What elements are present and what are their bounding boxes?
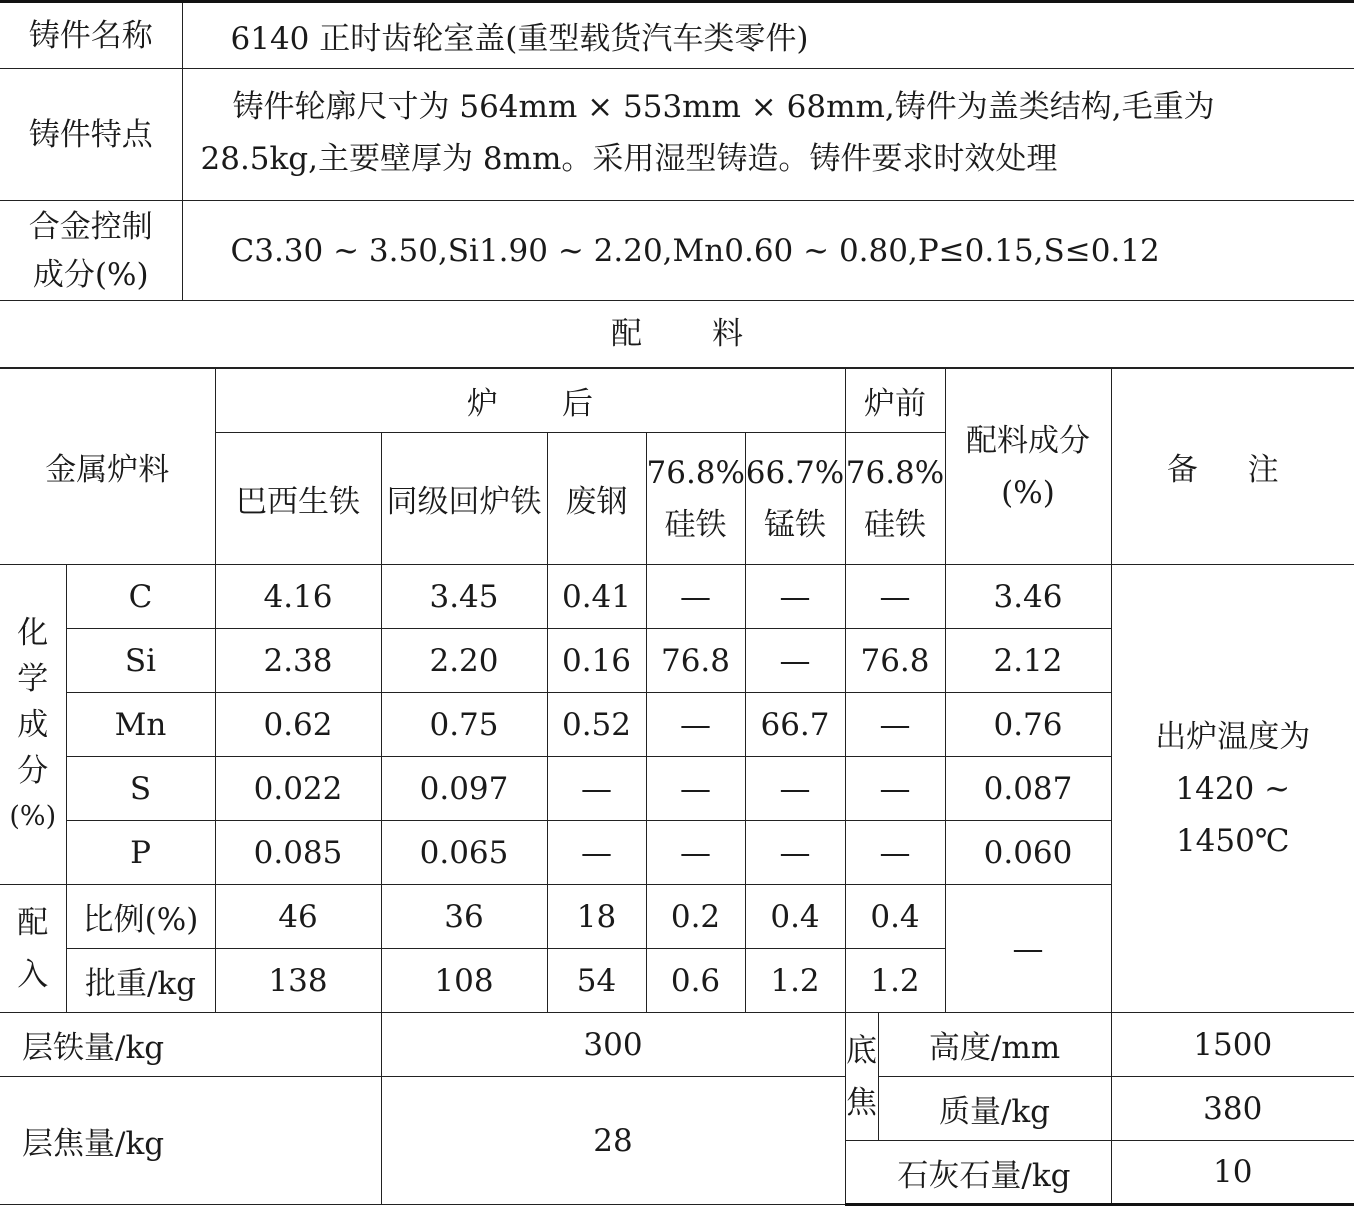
cell-value: 0.022 bbox=[215, 757, 381, 821]
remark-line: 出炉温度为 bbox=[1155, 718, 1311, 755]
cell-value: — bbox=[845, 757, 945, 821]
charge-composition-header bbox=[945, 369, 1111, 565]
remark-line: 1450℃ bbox=[1175, 822, 1290, 859]
chem-label-char: 化 bbox=[17, 614, 49, 651]
cell-value: — bbox=[646, 757, 745, 821]
cell-value: — bbox=[845, 821, 945, 885]
cell-value: 36 bbox=[381, 885, 547, 949]
casting-name-label: 铸件名称 bbox=[0, 2, 182, 69]
limestone-label: 石灰石量/kg bbox=[845, 1141, 1111, 1205]
metal-charge-header: 金属炉料 bbox=[0, 369, 215, 565]
casting-features-value: 铸件轮廓尺寸为 564mm × 553mm × 68mm,铸件为盖类结构,毛重为 28.5kg,主要壁厚为 8mm。采用湿型铸造。铸件要求时效处理 bbox=[182, 69, 1354, 201]
composition-value: 2.12 bbox=[945, 629, 1111, 693]
layer-iron-value: 300 bbox=[381, 1013, 845, 1077]
casting-name-value: 6140 正时齿轮室盖(重型载货汽车类零件) bbox=[182, 2, 1354, 69]
cell-value: 0.41 bbox=[547, 565, 646, 629]
cell-value: 0.52 bbox=[547, 693, 646, 757]
col-header-ferromanganese bbox=[745, 433, 845, 565]
charge-label-char: 配 bbox=[17, 904, 49, 941]
composition-value: 0.060 bbox=[945, 821, 1111, 885]
chem-label-char: 成 bbox=[17, 706, 49, 743]
alloy-control-label bbox=[0, 201, 182, 301]
col-header-ferrosilicon bbox=[646, 433, 745, 565]
col-header-line2: 硅铁 bbox=[664, 506, 727, 543]
cell-value: 2.38 bbox=[215, 629, 381, 693]
chem-label-char: 学 bbox=[17, 660, 49, 697]
cell-value: — bbox=[845, 565, 945, 629]
composition-value: 0.76 bbox=[945, 693, 1111, 757]
alloy-label-line2: 成分(%) bbox=[32, 256, 149, 293]
remark-line: 1420 ~ bbox=[1175, 770, 1291, 807]
after-furnace-header bbox=[215, 369, 845, 433]
cell-value: 1.2 bbox=[745, 949, 845, 1013]
cell-value: 54 bbox=[547, 949, 646, 1013]
cell-value: 0.6 bbox=[646, 949, 745, 1013]
charge-composition-line2: (%) bbox=[1001, 474, 1055, 511]
charge-group-label bbox=[0, 885, 66, 1013]
casting-features-label: 铸件特点 bbox=[0, 69, 182, 201]
cell-value: 1.2 bbox=[845, 949, 945, 1013]
element-label: C bbox=[66, 565, 215, 629]
layer-iron-label: 层铁量/kg bbox=[0, 1013, 381, 1077]
remarks-header bbox=[1111, 369, 1354, 565]
col-header-line2: 硅铁 bbox=[864, 506, 926, 543]
cell-value: — bbox=[745, 629, 845, 693]
cell-value: — bbox=[547, 821, 646, 885]
cell-value: 0.065 bbox=[381, 821, 547, 885]
charge-composition-dash: — bbox=[945, 885, 1111, 1013]
cell-value: — bbox=[646, 565, 745, 629]
bottom-coke-char: 焦 bbox=[846, 1084, 877, 1121]
after-furnace-text: 炉后 bbox=[467, 386, 657, 422]
before-furnace-header: 炉前 bbox=[845, 369, 945, 433]
cell-value: — bbox=[745, 821, 845, 885]
element-label: Mn bbox=[66, 693, 215, 757]
cell-value: 46 bbox=[215, 885, 381, 949]
charge-row-label: 批重/kg bbox=[66, 949, 215, 1013]
col-header-scrap-steel: 废钢 bbox=[547, 433, 646, 565]
col-header-line1: 66.7% bbox=[745, 454, 845, 491]
cell-value: 76.8 bbox=[646, 629, 745, 693]
cell-value: 0.16 bbox=[547, 629, 646, 693]
composition-value: 0.087 bbox=[945, 757, 1111, 821]
element-label: P bbox=[66, 821, 215, 885]
cell-value: 0.4 bbox=[845, 885, 945, 949]
cell-value: — bbox=[745, 757, 845, 821]
col-header-line1: 76.8% bbox=[646, 454, 745, 491]
chem-group-label bbox=[0, 565, 66, 885]
layer-coke-value: 28 bbox=[381, 1077, 845, 1205]
cell-value: 76.8 bbox=[845, 629, 945, 693]
cell-value: 18 bbox=[547, 885, 646, 949]
cell-value: 66.7 bbox=[745, 693, 845, 757]
cell-value: 0.62 bbox=[215, 693, 381, 757]
bottom-coke-char: 底 bbox=[846, 1032, 877, 1069]
cell-value: 4.16 bbox=[215, 565, 381, 629]
casting-info-table bbox=[0, 0, 1354, 301]
col-header-line1: 76.8% bbox=[845, 454, 945, 491]
element-label: Si bbox=[66, 629, 215, 693]
chem-label-char: 分 bbox=[17, 752, 49, 789]
cell-value: — bbox=[745, 565, 845, 629]
col-header-return-iron: 同级回炉铁 bbox=[381, 433, 547, 565]
cell-value: 3.45 bbox=[381, 565, 547, 629]
bottom-coke-mass-value: 380 bbox=[1111, 1077, 1354, 1141]
bottom-coke-height-label: 高度/mm bbox=[878, 1013, 1111, 1077]
section-title: 配料 bbox=[0, 301, 1354, 368]
chem-label-char: (%) bbox=[9, 800, 57, 832]
cell-value: 0.085 bbox=[215, 821, 381, 885]
cell-value: 138 bbox=[215, 949, 381, 1013]
bottom-coke-mass-label: 质量/kg bbox=[878, 1077, 1111, 1141]
cell-value: 0.4 bbox=[745, 885, 845, 949]
cell-value: — bbox=[646, 693, 745, 757]
charge-row-label: 比例(%) bbox=[66, 885, 215, 949]
cell-value: — bbox=[646, 821, 745, 885]
cell-value: — bbox=[845, 693, 945, 757]
charge-label-char: 入 bbox=[17, 956, 49, 993]
table-row bbox=[0, 1013, 1354, 1077]
bottom-coke-height-value: 1500 bbox=[1111, 1013, 1354, 1077]
bottom-coke-label bbox=[845, 1013, 878, 1141]
limestone-value: 10 bbox=[1111, 1141, 1354, 1205]
cell-value: 108 bbox=[381, 949, 547, 1013]
cell-value: 0.097 bbox=[381, 757, 547, 821]
remark-cell bbox=[1111, 565, 1354, 1013]
alloy-label-line1: 合金控制 bbox=[28, 208, 153, 245]
cell-value: 2.20 bbox=[381, 629, 547, 693]
cell-value: 0.2 bbox=[646, 885, 745, 949]
cell-value: — bbox=[547, 757, 646, 821]
batching-table bbox=[0, 368, 1354, 1206]
charge-composition-line1: 配料成分 bbox=[966, 422, 1090, 459]
table-row bbox=[0, 1077, 1354, 1141]
cell-value: 0.75 bbox=[381, 693, 547, 757]
element-label: S bbox=[66, 757, 215, 821]
alloy-control-value: C3.30 ~ 3.50,Si1.90 ~ 2.20,Mn0.60 ~ 0.80,P≤0.15,S≤0.12 bbox=[182, 201, 1354, 301]
col-header-ferrosilicon-pre bbox=[845, 433, 945, 565]
table-row bbox=[0, 565, 1354, 629]
remarks-text: 备 注 bbox=[1166, 452, 1299, 488]
col-header-brazil-pig-iron: 巴西生铁 bbox=[215, 433, 381, 565]
col-header-line2: 锰铁 bbox=[764, 506, 826, 543]
layer-coke-label: 层焦量/kg bbox=[0, 1077, 381, 1205]
composition-value: 3.46 bbox=[945, 565, 1111, 629]
